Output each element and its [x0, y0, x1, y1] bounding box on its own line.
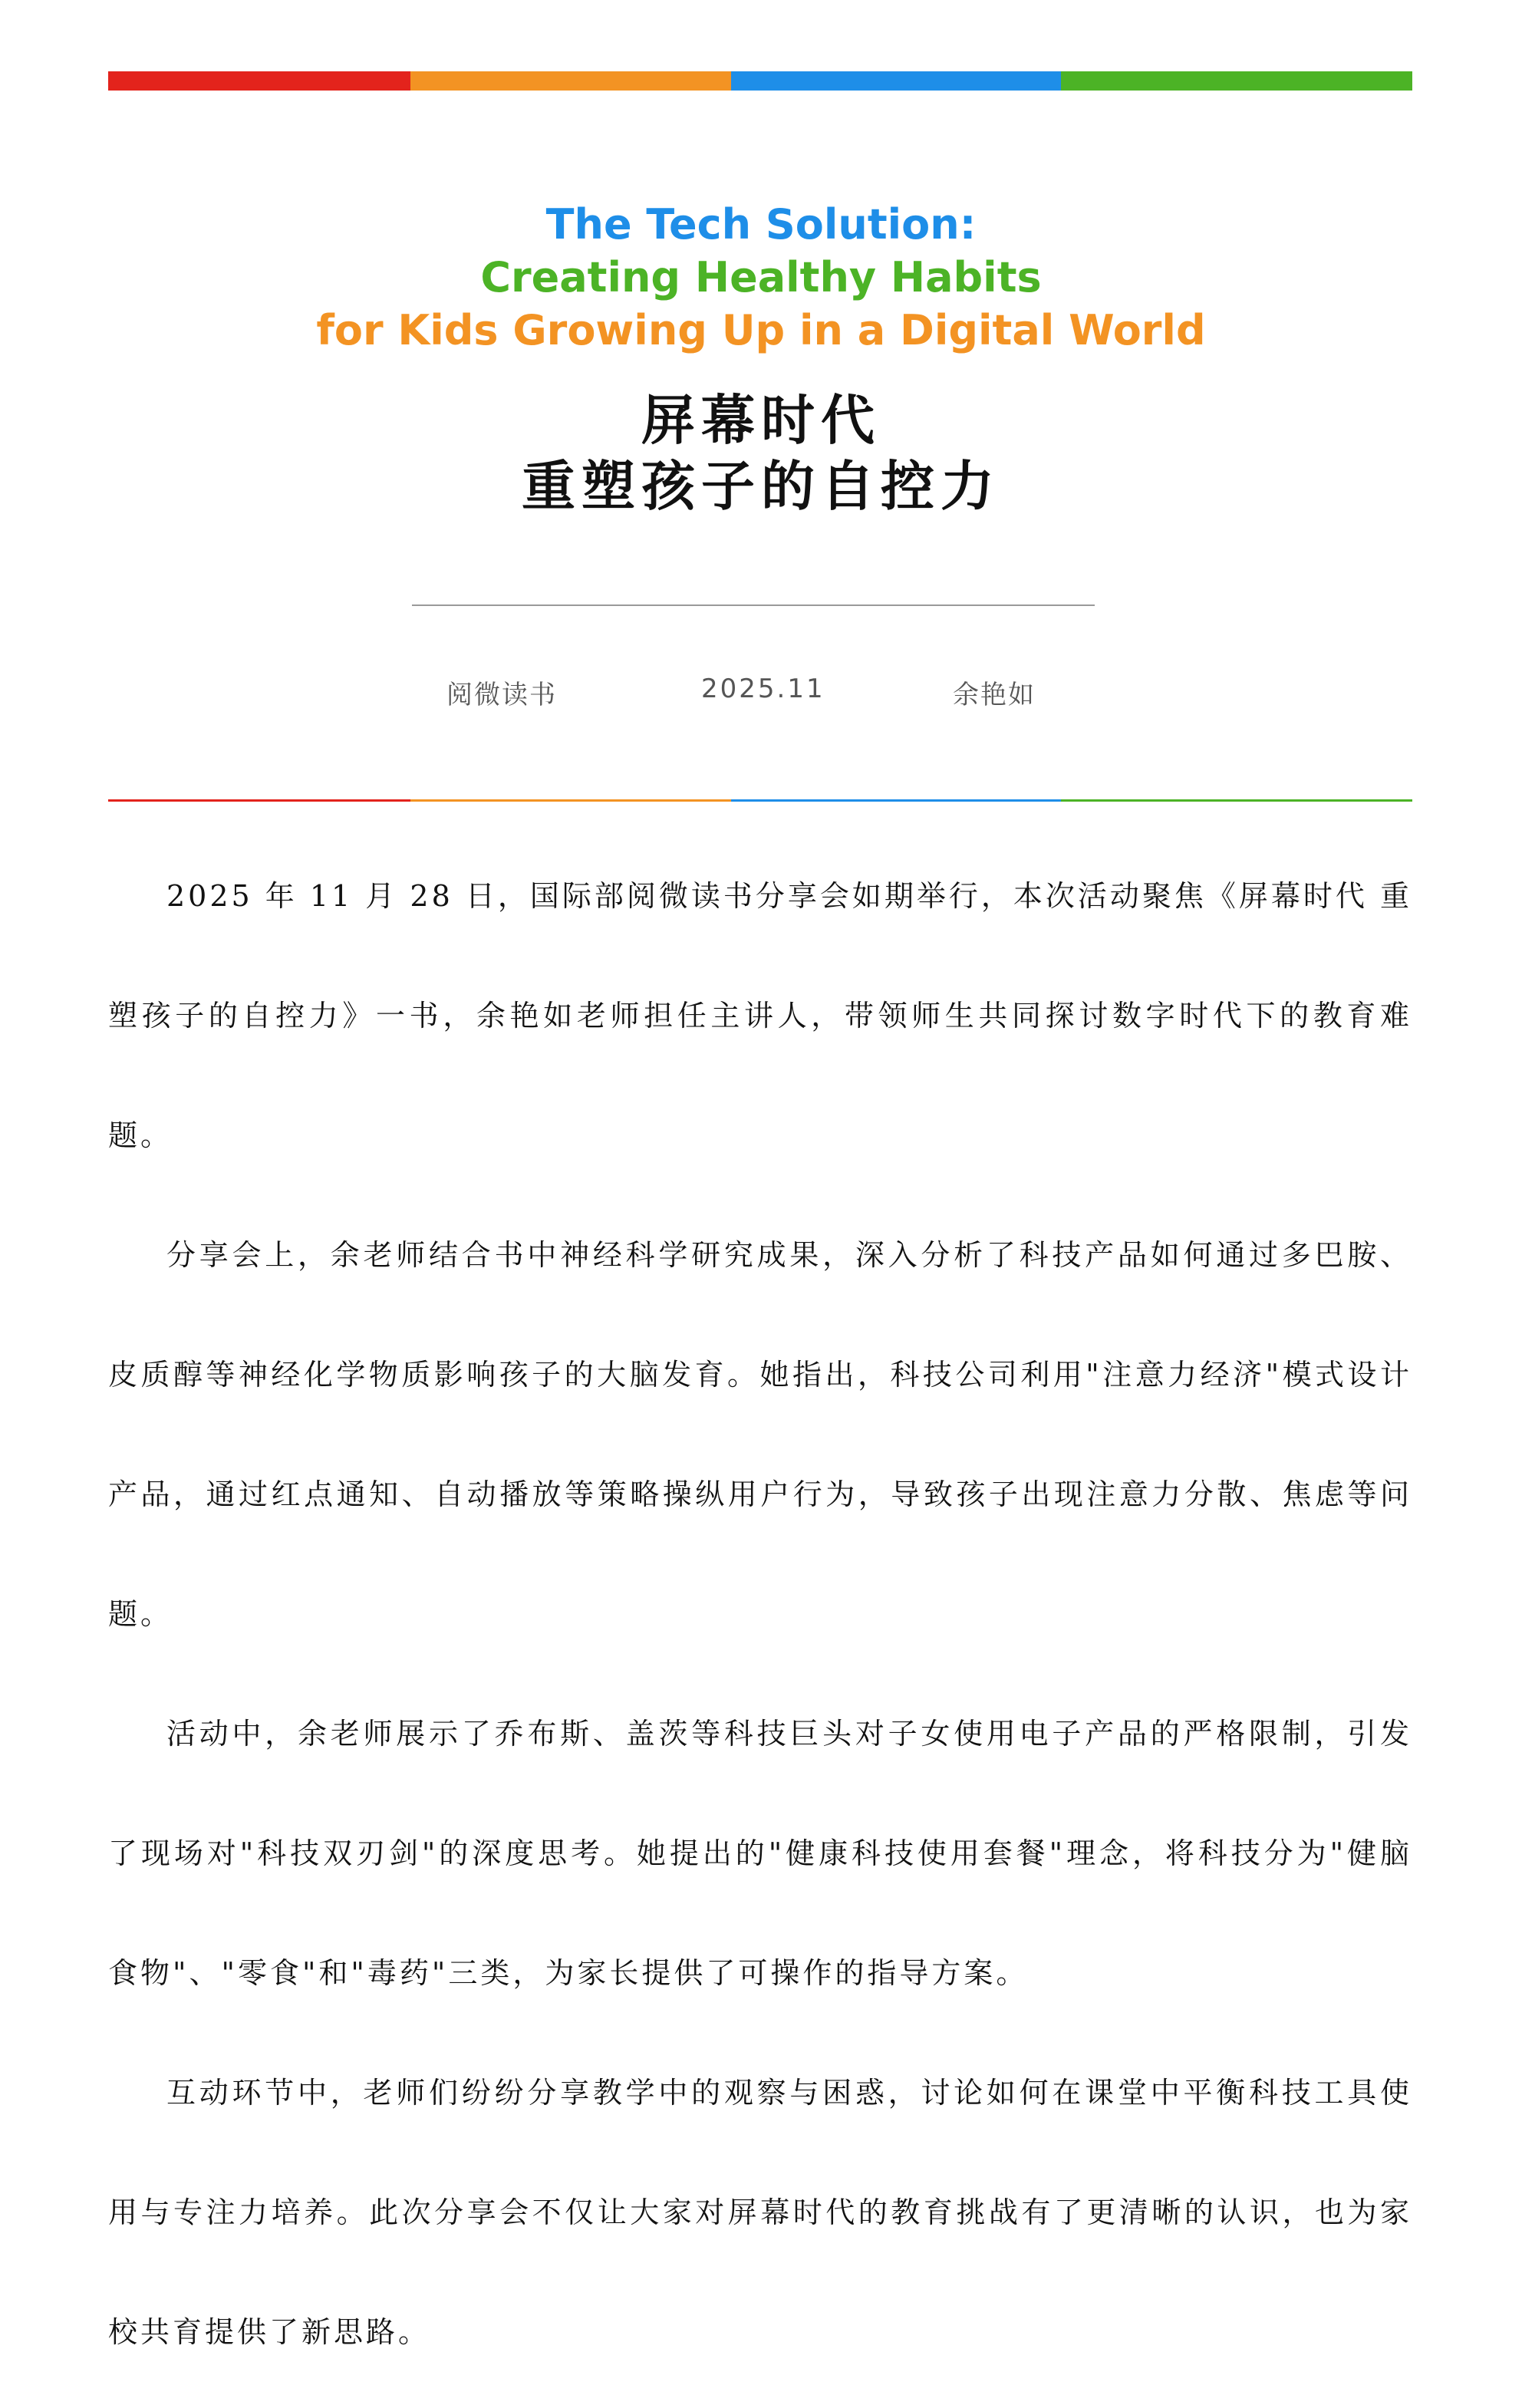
divider-blue-segment: [731, 799, 1061, 802]
article-paragraph: 互动环节中，老师们纷纷分享教学中的观察与困惑，讨论如何在课堂中平衡科技工具使用与专注力培养。此次分享会不仅让大家对屏幕时代的教育挑战有了更清晰的认识，也为家校共育提供了新思路。: [108, 2076, 1412, 2349]
english-title-line-3: for Kids Growing Up in a Digital World: [316, 306, 1206, 354]
article-paragraph: 分享会上，余老师结合书中神经科学研究成果，深入分析了科技产品如何通过多巴胺、皮质醇等神经化学物质影响孩子的大脑发育。她指出，科技公司利用"注意力经济"模式设计产品，通过红点通知、自动播放等策略操纵用户行为，导致孩子出现注意力分散、焦虑等问题。: [108, 1238, 1412, 1631]
divider-green-segment: [1061, 799, 1412, 802]
divider-orange-segment: [410, 799, 731, 802]
top-color-bar: [108, 71, 1412, 91]
divider-red-segment: [108, 799, 410, 802]
chinese-title: [0, 387, 1522, 519]
top-bar-blue-segment: [731, 71, 1061, 91]
english-title-line-1: The Tech Solution:: [545, 200, 977, 249]
meta-source: 阅微读书: [446, 680, 557, 710]
meta-author: 余艳如: [953, 680, 1036, 710]
chinese-title-line-1: 屏幕时代: [641, 389, 881, 452]
top-bar-green-segment: [1061, 71, 1412, 91]
top-bar-orange-segment: [410, 71, 731, 91]
article-paragraph: 活动中，余老师展示了乔布斯、盖茨等科技巨头对子女使用电子产品的严格限制，引发了现场对"科技双刃剑"的深度思考。她提出的"健康科技使用套餐"理念，将科技分为"健脑食物"、"零食"和"毒药"三类，为家长提供了可操作的指导方案。: [108, 1717, 1412, 1990]
title-divider: [412, 604, 1095, 606]
meta-date: 2025.11: [701, 674, 825, 704]
section-color-divider: [108, 799, 1412, 802]
chinese-title-line-2: 重塑孩子的自控力: [522, 455, 1000, 518]
article-paragraph: 2025 年 11 月 28 日，国际部阅微读书分享会如期举行，本次活动聚焦《屏幕时代 重塑孩子的自控力》一书，余艳如老师担任主讲人，带领师生共同探讨数字时代下的教育难题。: [108, 879, 1412, 1152]
top-bar-red-segment: [108, 71, 410, 91]
english-title-line-2: Creating Healthy Habits: [480, 253, 1042, 301]
english-title: [0, 198, 1522, 357]
article-body: [108, 836, 1412, 2392]
